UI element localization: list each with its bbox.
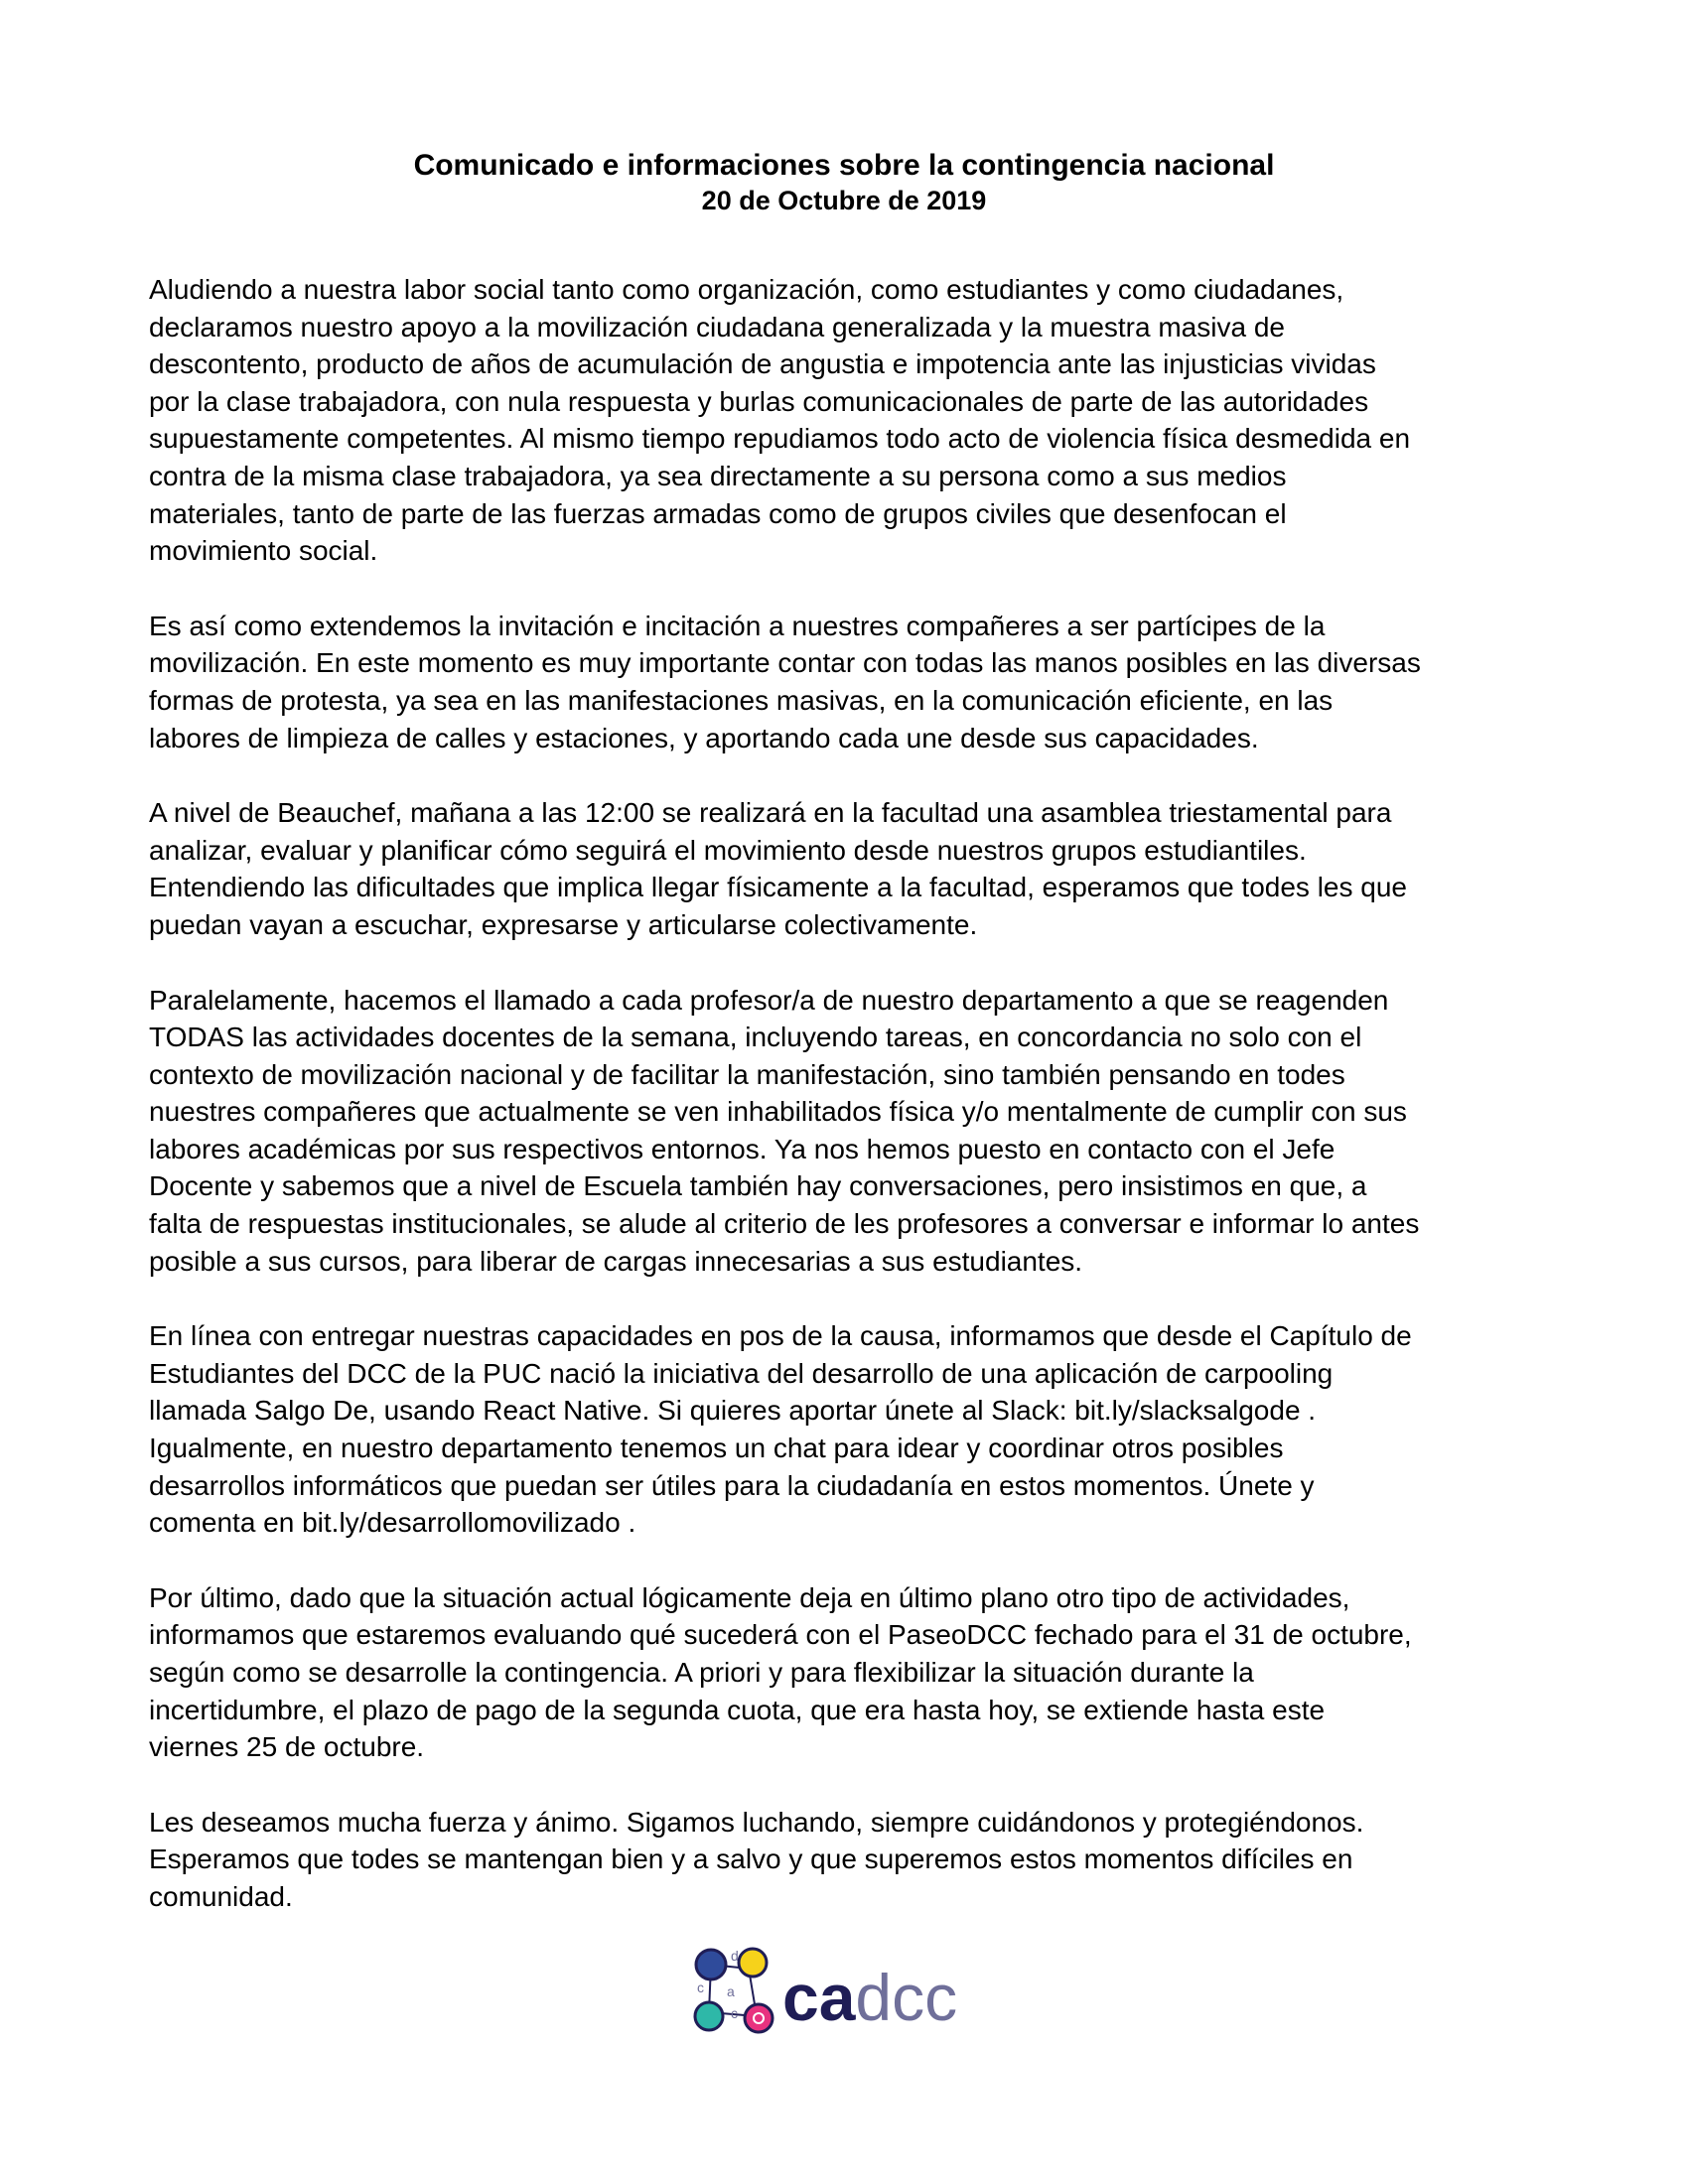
paragraph-line: Por último, dado que la situación actual lógicamente deja en último plano otro tipo de actividades, (149, 1581, 1350, 1613)
paragraph-line: posible a sus cursos, para liberar de cargas innecesarias a sus estudiantes. (149, 1245, 1083, 1277)
paragraph-line: Docente y sabemos que a nivel de Escuela también hay conversaciones, pero insistimos en que, a (149, 1170, 1367, 1202)
paragraph-line: En línea con entregar nuestras capacidades en pos de la causa, informamos que desde el Capítulo de (149, 1320, 1412, 1352)
paragraph-line: viernes 25 de octubre. (149, 1731, 425, 1763)
paragraph-line: movilización. En este momento es muy importante contar con todas las manos posibles en las diversas (149, 647, 1421, 679)
paragraph-line: puedan vayan a escuchar, expresarse y articularse colectivamente. (149, 908, 978, 940)
paragraph-line: comenta en bit.ly/desarrollomovilizado . (149, 1507, 636, 1539)
cadcc-logo (687, 1941, 1015, 2050)
paragraph-line: materiales, tanto de parte de las fuerzas armadas como de grupos civiles que desenfocan el (149, 497, 1287, 529)
wordmark-ca: ca (782, 1961, 856, 2034)
paragraph-line: Esperamos que todes se mantengan bien y a salvo y que superemos estos momentos difíciles en (149, 1843, 1353, 1875)
glyph-letter-a: a (727, 1983, 735, 1999)
document-page (149, 147, 1539, 1954)
paragraph-line: contra de la misma clase trabajadora, ya sea directamente a su persona como a sus medios (149, 460, 1287, 491)
paragraph-7 (149, 1804, 1539, 1916)
document-date: 20 de Octubre de 2019 (701, 186, 987, 215)
paragraph-line: supuestamente competentes. Al mismo tiempo repudiamos todo acto de violencia física desmedida en (149, 423, 1411, 455)
paragraph-line: por la clase trabajadora, con nula respuesta y burlas comunicacionales de parte de las autoridades (149, 385, 1369, 417)
paragraph-4 (149, 982, 1539, 1281)
glyph-letter-c1: c (697, 1979, 704, 1995)
paragraph-line: TODAS las actividades docentes de la semana, incluyendo tareas, en concordancia no solo con el (149, 1022, 1362, 1053)
paragraph-line: descontento, producto de años de acumulación de angustia e impotencia ante las injusticias vividas (149, 348, 1376, 380)
paragraph-line: desarrollos informáticos que puedan ser útiles para la ciudadanía en estos momentos. Únete y (149, 1469, 1315, 1501)
paragraph-line: movimiento social. (149, 535, 378, 567)
paragraph-line: formas de protesta, ya sea en las manifestaciones masivas, en la comunicación eficiente, en las (149, 684, 1334, 716)
paragraph-line: labores académicas por sus respectivos entornos. Ya nos hemos puesto en contacto con el Jefe (149, 1133, 1336, 1164)
paragraph-line: A nivel de Beauchef, mañana a las 12:00 se realizará en la facultad una asamblea triestamental para (149, 797, 1392, 829)
paragraph-line: contexto de movilización nacional y de facilitar la manifestación, sino también pensando en todes (149, 1058, 1345, 1090)
glyph-letter-c2: c (731, 2005, 738, 2021)
paragraph-6 (149, 1579, 1539, 1766)
paragraph-line: Estudiantes del DCC de la PUC nació la iniciativa del desarrollo de una aplicación de carpooling (149, 1357, 1334, 1389)
paragraph-line: incertidumbre, el plazo de pago de la segunda cuota, que era hasta hoy, se extiende hasta este (149, 1694, 1326, 1725)
paragraph-line: falta de respuestas institucionales, se alude al criterio de les profesores a conversar e informar lo antes (149, 1208, 1420, 1240)
paragraph-line: Es así como extendemos la invitación e incitación a nuestres compañeres a ser partícipes de la (149, 610, 1326, 641)
paragraph-line: Aludiendo a nuestra labor social tanto como organización, como estudiantes y como ciudadanes, (149, 274, 1344, 305)
paragraph-1 (149, 271, 1539, 570)
paragraph-line: Paralelamente, hacemos el llamado a cada profesor/a de nuestro departamento a que se reagenden (149, 984, 1389, 1016)
glyph-letter-d: d (731, 1948, 739, 1964)
paragraph-line: nuestres compañeres que actualmente se ven inhabilitados física y/o mentalmente de cumplir con sus (149, 1096, 1407, 1128)
document-title: Comunicado e informaciones sobre la contingencia nacional (413, 149, 1275, 182)
paragraph-line: analizar, evaluar y planificar cómo seguirá el movimiento desde nuestros grupos estudiantiles. (149, 834, 1307, 866)
paragraph-line: Igualmente, en nuestro departamento tenemos un chat para idear y coordinar otros posibles (149, 1433, 1284, 1464)
svg-text:cadcc (782, 1961, 957, 2034)
paragraph-line: comunidad. (149, 1880, 293, 1912)
paragraph-line: según como se desarrolle la contingencia. A priori y para flexibilizar la situación durante la (149, 1657, 1254, 1688)
cadcc-glyph-icon (695, 1948, 773, 2032)
paragraph-5 (149, 1317, 1539, 1542)
wordmark-dcc: dcc (855, 1961, 958, 2034)
paragraph-2 (149, 608, 1539, 756)
paragraph-line: llamada Salgo De, usando React Native. Si quieres aportar únete al Slack: bit.ly/slacksalgode . (149, 1395, 1317, 1427)
paragraph-line: Les deseamos mucha fuerza y ánimo. Sigamos luchando, siempre cuidándonos y protegiéndonos. (149, 1806, 1364, 1838)
paragraph-line: informamos que estaremos evaluando qué sucederá con el PaseoDCC fechado para el 31 de octubre, (149, 1619, 1412, 1651)
paragraph-3 (149, 794, 1539, 943)
document-body (149, 271, 1539, 1916)
paragraph-line: declaramos nuestro apoyo a la movilización ciudadana generalizada y la muestra masiva de (149, 311, 1285, 342)
paragraph-line: Entendiendo las dificultades que implica llegar físicamente a la facultad, esperamos que todes les que (149, 872, 1407, 903)
paragraph-line: labores de limpieza de calles y estaciones, y aportando cada une desde sus capacidades. (149, 722, 1259, 753)
